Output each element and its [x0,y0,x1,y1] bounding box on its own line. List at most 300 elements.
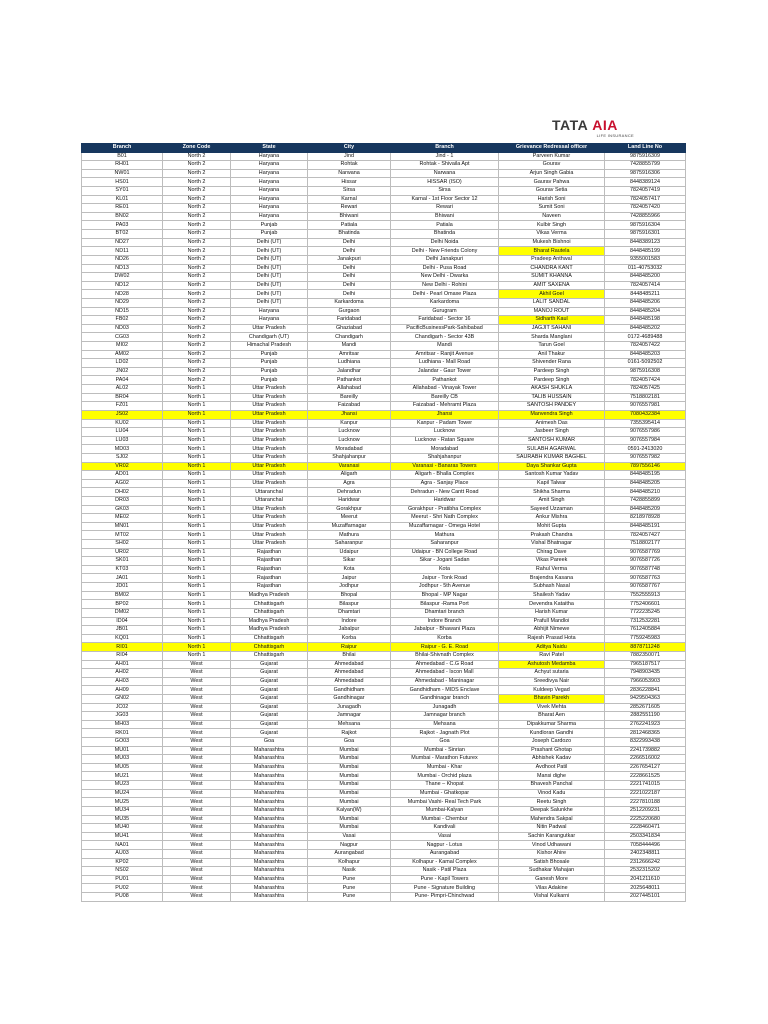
header-zone-code: Zone Code [163,144,231,153]
officer-cell: Tarun Goel [499,342,605,351]
branch-code-cell: MT02 [82,531,163,540]
header-landline: Land Line No [605,144,686,153]
landline-cell: 8448485203 [605,350,686,359]
branch-code-cell: MU41 [82,832,163,841]
branch-code-cell: AG02 [82,479,163,488]
branch-name-cell: Rohtak - Shivaila Apt [391,161,499,170]
branch-name-cell: Kota [391,565,499,574]
branch-code-cell: RH01 [82,161,163,170]
city-cell: Mehsana [308,720,391,729]
branch-code-cell: LD02 [82,359,163,368]
branch-name-cell: Indore Branch [391,617,499,626]
landline-cell: 9076587748 [605,565,686,574]
city-cell: Kanpur [308,419,391,428]
officer-cell: CHANDRA KANT [499,264,605,273]
branch-name-cell: Gurugram [391,307,499,316]
table-row [82,316,686,325]
landline-cell: 8448389123 [605,238,686,247]
branch-name-cell: Bhilai-Shivnath Complex [391,651,499,660]
officer-cell: Kishor Ahire [499,849,605,858]
branch-code-cell: DW02 [82,273,163,282]
city-cell: Ahmedabad [308,669,391,678]
city-cell: Mumbai [308,798,391,807]
table-row [82,505,686,514]
branch-name-cell: Patiala [391,221,499,230]
landline-cell: 9875916309 [605,152,686,161]
branch-code-cell: PU02 [82,884,163,893]
branch-code-cell: PU08 [82,893,163,902]
officer-cell: Abhijit Nimewe [499,626,605,635]
branch-name-cell: Pune- Pimpri-Chinchwad [391,893,499,902]
branch-name-cell: Jabalpur - Bhawani Plaza [391,626,499,635]
table-row [82,617,686,626]
zone-cell: North 2 [163,204,231,213]
city-cell: Sikar [308,557,391,566]
officer-cell: Shikha Sharma [499,488,605,497]
state-cell: Maharashtra [231,824,308,833]
branch-code-cell: UR02 [82,548,163,557]
state-cell: Maharashtra [231,893,308,902]
city-cell: Muzaffarnagar [308,522,391,531]
branch-name-cell: Jamnagar branch [391,712,499,721]
branch-code-cell: MD03 [82,445,163,454]
officer-cell: Kundloran Gandhi [499,729,605,738]
officer-cell: Anil Thakur [499,350,605,359]
branch-name-cell: Dehradun - New Cantt Road [391,488,499,497]
landline-cell: 7428855899 [605,496,686,505]
branch-name-cell: Pune - Signature Building [391,884,499,893]
logo-aia-text: AIA [592,117,618,133]
city-cell: Karkardoma [308,298,391,307]
city-cell: Haridwar [308,496,391,505]
table-row [82,548,686,557]
zone-cell: North 1 [163,445,231,454]
table-row [82,479,686,488]
landline-cell: 9875916304 [605,221,686,230]
state-cell: Uttar Pradesh [231,419,308,428]
branch-code-cell: MU01 [82,746,163,755]
table-row [82,161,686,170]
branch-code-cell: AL02 [82,385,163,394]
officer-cell: Abhishek Kadav [499,755,605,764]
officer-cell: Shailesh Yadav [499,591,605,600]
city-cell: Indore [308,617,391,626]
table-row [82,626,686,635]
branch-code-cell: MU34 [82,806,163,815]
branch-name-cell: Jind - 1 [391,152,499,161]
branch-name-cell: Delhi - Pusa Road [391,264,499,273]
officer-cell: SUMIT KHANNA [499,273,605,282]
branch-code-cell: LU03 [82,436,163,445]
state-cell: Punjab [231,221,308,230]
landline-cell: 8448485202 [605,324,686,333]
table-row [82,169,686,178]
landline-cell: 8322993438 [605,738,686,747]
branch-name-cell: Nagpur - Lotus [391,841,499,850]
state-cell: Delhi (UT) [231,238,308,247]
landline-cell: 2025648011 [605,884,686,893]
zone-cell: North 1 [163,626,231,635]
city-cell: Agra [308,479,391,488]
state-cell: Maharashtra [231,763,308,772]
landline-cell: 2852671605 [605,703,686,712]
zone-cell: North 2 [163,178,231,187]
table-row [82,815,686,824]
city-cell: Mumbai [308,763,391,772]
branch-code-cell: ND15 [82,307,163,316]
landline-cell: 8448485199 [605,247,686,256]
zone-cell: North 2 [163,187,231,196]
state-cell: Delhi (UT) [231,247,308,256]
landline-cell: 8448485200 [605,273,686,282]
landline-cell: 7948903435 [605,669,686,678]
city-cell: Nasik [308,867,391,876]
officer-cell: Dipakkumar Sharma [499,720,605,729]
officer-cell: Sreedivya Nair [499,677,605,686]
city-cell: Gurgaon [308,307,391,316]
city-cell: Sirsa [308,187,391,196]
table-row [82,824,686,833]
officer-cell: Sharda Manglani [499,333,605,342]
officer-cell: Arjun Singh Gabia [499,169,605,178]
zone-cell: West [163,832,231,841]
branch-name-cell: Mumbai - Marathon Futurex [391,755,499,764]
landline-cell: 7428855799 [605,161,686,170]
branch-code-cell: ND26 [82,255,163,264]
branch-code-cell: RI01 [82,643,163,652]
officer-cell: Vishal Bhatnagar [499,540,605,549]
city-cell: Rewari [308,204,391,213]
zone-cell: North 1 [163,651,231,660]
officer-cell: Vikas Pareek [499,557,605,566]
city-cell: Ahmedabad [308,660,391,669]
state-cell: Uttar Pradesh [231,385,308,394]
city-cell: Lucknow [308,428,391,437]
city-cell: Jamnagar [308,712,391,721]
state-cell: Delhi (UT) [231,273,308,282]
landline-cell: 7966053903 [605,677,686,686]
zone-cell: North 1 [163,436,231,445]
table-row [82,669,686,678]
table-row [82,333,686,342]
landline-cell: 0161-5092502 [605,359,686,368]
landline-cell: 7824057424 [605,376,686,385]
officer-cell: Sudhakar Mahajan [499,867,605,876]
branch-name-cell: Mumbai - Chembur [391,815,499,824]
branch-name-cell: Rajkot - Jagnath Plot [391,729,499,738]
branch-code-cell: ND27 [82,238,163,247]
branch-name-cell: Jodhpur - 5th Avenue [391,583,499,592]
branch-name-cell: Agra - Sanjay Place [391,479,499,488]
landline-cell: 7824057420 [605,204,686,213]
landline-cell: 2241739882 [605,746,686,755]
branch-name-cell: Mumbai - Ghatkopar [391,789,499,798]
state-cell: Maharashtra [231,789,308,798]
table-row [82,781,686,790]
city-cell: Bareilly [308,393,391,402]
branch-name-cell: Mumbai Vashi- Real Tech Park [391,798,499,807]
officer-cell: Rahul Verma [499,565,605,574]
zone-cell: North 1 [163,634,231,643]
officer-cell: Daya Shankar Gupta [499,462,605,471]
landline-cell: 2228460471 [605,824,686,833]
branch-name-cell: Chandigarh - Sector 43B [391,333,499,342]
branch-name-cell: Thane – Khopat [391,781,499,790]
table-row [82,531,686,540]
branch-code-cell: JD01 [82,583,163,592]
zone-cell: North 1 [163,548,231,557]
branch-code-cell: ND29 [82,298,163,307]
table-row [82,436,686,445]
zone-cell: North 1 [163,496,231,505]
state-cell: Punjab [231,359,308,368]
zone-cell: North 1 [163,600,231,609]
table-row [82,720,686,729]
officer-cell: Bhavesh Panchal [499,781,605,790]
branch-code-cell: ND03 [82,324,163,333]
city-cell: Kalyan(W) [308,806,391,815]
branch-code-cell: ND28 [82,290,163,299]
branch-name-cell: Ludhiana - Mall Road [391,359,499,368]
zone-cell: West [163,720,231,729]
branch-code-cell: ND13 [82,264,163,273]
state-cell: Uttar Pradesh [231,462,308,471]
landline-cell: 2221022187 [605,789,686,798]
branch-name-cell: Lucknow [391,428,499,437]
zone-cell: North 1 [163,505,231,514]
officer-cell: Sachin Karangutkar [499,832,605,841]
officer-cell: Mansi dighe [499,772,605,781]
city-cell: Dhamtari [308,608,391,617]
branch-name-cell: Bilaspur -Rama Port [391,600,499,609]
city-cell: Narwana [308,169,391,178]
officer-cell: Shivender Rana [499,359,605,368]
city-cell: Bilaspur [308,600,391,609]
branch-code-cell: KT03 [82,565,163,574]
city-cell: Mandi [308,342,391,351]
city-cell: Mumbai [308,789,391,798]
city-cell: Pune [308,893,391,902]
city-cell: Rohtak [308,161,391,170]
officer-cell: AMIT SAXENA [499,281,605,290]
officer-cell: Rajesh Prasad Hota [499,634,605,643]
officer-cell: Bharat Rautela [499,247,605,256]
state-cell: Gujarat [231,669,308,678]
state-cell: Uttaranchal [231,496,308,505]
table-row [82,591,686,600]
city-cell: Delhi [308,264,391,273]
landline-cell: 7518802181 [605,393,686,402]
branch-code-cell: MU35 [82,815,163,824]
state-cell: Punjab [231,367,308,376]
landline-cell: 9076587726 [605,557,686,566]
landline-cell: 7824057419 [605,187,686,196]
state-cell: Maharashtra [231,875,308,884]
state-cell: Punjab [231,230,308,239]
table-row [82,471,686,480]
zone-cell: North 1 [163,557,231,566]
table-row [82,763,686,772]
officer-cell: Prakash Chandra [499,531,605,540]
branch-code-cell: JN02 [82,367,163,376]
city-cell: Pune [308,875,391,884]
city-cell: Mumbai [308,824,391,833]
city-cell: Delhi [308,290,391,299]
landline-cell: 2762241923 [605,720,686,729]
city-cell: Faizabad [308,402,391,411]
landline-cell: 9076587767 [605,583,686,592]
zone-cell: North 2 [163,161,231,170]
state-cell: Haryana [231,195,308,204]
zone-cell: West [163,806,231,815]
table-row [82,686,686,695]
officer-cell: Sidharth Kaul [499,316,605,325]
branch-name-cell: Jhansi [391,410,499,419]
landline-cell: 0172-4689488 [605,333,686,342]
table-row [82,755,686,764]
officer-cell: Bharat Aen [499,712,605,721]
zone-cell: North 2 [163,221,231,230]
branch-name-cell: Gorakhpur - Pratibha Complex [391,505,499,514]
branch-name-cell: Mumbai-Kalyan [391,806,499,815]
officer-cell: SULABH AGARWAL [499,445,605,454]
branch-name-cell: Ahmedabad - Maninagar [391,677,499,686]
branch-name-cell: Shahjahanpur [391,453,499,462]
zone-cell: North 2 [163,247,231,256]
branch-code-cell: AH09 [82,686,163,695]
officer-cell: SAURABH KUMAR BAGHEL [499,453,605,462]
landline-cell: 0591-2413020 [605,445,686,454]
officer-cell: MANOJ ROUT [499,307,605,316]
officer-cell: Ravi Patel [499,651,605,660]
officer-cell: Satish Bhosale [499,858,605,867]
officer-cell: Subhash Nasal [499,583,605,592]
branch-code-cell: AD01 [82,471,163,480]
branch-name-cell: Raipur - G. E. Road [391,643,499,652]
branch-code-cell: MU23 [82,781,163,790]
table-row [82,264,686,273]
zone-cell: West [163,781,231,790]
state-cell: Rajasthan [231,548,308,557]
branch-name-cell: Gandhinagar branch [391,695,499,704]
state-cell: Uttar Pradesh [231,514,308,523]
officer-cell: Akhil Goel [499,290,605,299]
landline-cell: 9875916308 [605,367,686,376]
city-cell: Jaipur [308,574,391,583]
table-row [82,290,686,299]
state-cell: Maharashtra [231,867,308,876]
table-row [82,376,686,385]
city-cell: Bhilai [308,651,391,660]
state-cell: Gujarat [231,720,308,729]
zone-cell: West [163,849,231,858]
landline-cell: 2532315202 [605,867,686,876]
grievance-officer-table [81,143,686,902]
zone-cell: North 1 [163,574,231,583]
zone-cell: West [163,712,231,721]
landline-cell: 2503341834 [605,832,686,841]
state-cell: Delhi (UT) [231,298,308,307]
zone-cell: West [163,893,231,902]
zone-cell: North 2 [163,350,231,359]
state-cell: Maharashtra [231,841,308,850]
state-cell: Delhi (UT) [231,281,308,290]
officer-cell: Parveen Kumar [499,152,605,161]
table-row [82,342,686,351]
branch-code-cell: JC02 [82,703,163,712]
officer-cell: Naveen [499,212,605,221]
zone-cell: North 2 [163,367,231,376]
zone-cell: North 1 [163,402,231,411]
city-cell: Mathura [308,531,391,540]
branch-name-cell: Dhamtari branch [391,608,499,617]
branch-code-cell: LU04 [82,428,163,437]
officer-cell: TALIB HUSSAIN [499,393,605,402]
zone-cell: North 1 [163,583,231,592]
table-row [82,522,686,531]
branch-name-cell: Meerut - Shri Nath Complex [391,514,499,523]
officer-cell: Nitin Padwal [499,824,605,833]
zone-cell: North 1 [163,479,231,488]
landline-cell: 8878711248 [605,643,686,652]
table-row [82,557,686,566]
zone-cell: North 1 [163,471,231,480]
city-cell: Dehradun [308,488,391,497]
table-row [82,884,686,893]
state-cell: Himachal Pradesh [231,342,308,351]
city-cell: Ghaziabad [308,324,391,333]
table-row [82,324,686,333]
state-cell: Uttar Pradesh [231,479,308,488]
branch-code-cell: CG03 [82,333,163,342]
branch-code-cell: MU40 [82,824,163,833]
table-row [82,204,686,213]
table-row [82,608,686,617]
officer-cell: Pradeep Anthwal [499,255,605,264]
city-cell: Amritsar [308,350,391,359]
table-row [82,841,686,850]
header-state: State [231,144,308,153]
zone-cell: West [163,660,231,669]
state-cell: Chandigarh (UT) [231,333,308,342]
officer-cell: Kapil Talwar [499,479,605,488]
table-row [82,488,686,497]
landline-cell: 8448485198 [605,316,686,325]
zone-cell: North 2 [163,281,231,290]
landline-cell: 2221741015 [605,781,686,790]
table-row [82,410,686,419]
branch-code-cell: BR04 [82,393,163,402]
officer-cell: Kulbir Singh [499,221,605,230]
officer-cell: Amit Singh [499,496,605,505]
state-cell: Maharashtra [231,772,308,781]
city-cell: Vasai [308,832,391,841]
officer-cell: Ankur Mishra [499,514,605,523]
branch-name-cell: Delhi - New Friends Colony [391,247,499,256]
branch-code-cell: AH03 [82,677,163,686]
city-cell: Raipur [308,643,391,652]
city-cell: Jind [308,152,391,161]
officer-cell: Prashant Ghotap [499,746,605,755]
branch-code-cell: ID04 [82,617,163,626]
table-row [82,462,686,471]
tata-aia-logo [552,118,634,142]
landline-cell: 8218978928 [605,514,686,523]
city-cell: Moradabad [308,445,391,454]
branch-name-cell: Bhopal - MP Nagar [391,591,499,600]
city-cell: Udaipur [308,548,391,557]
city-cell: Pune [308,884,391,893]
